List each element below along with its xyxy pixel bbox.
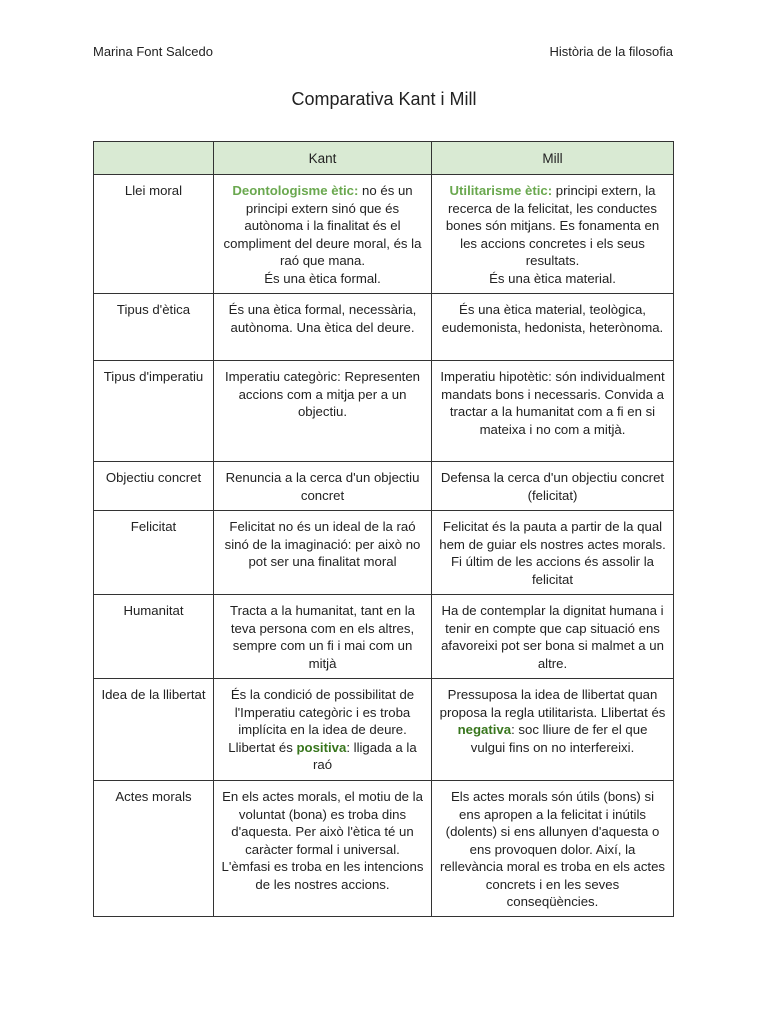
kant-emphasis: positiva bbox=[296, 739, 347, 755]
row-label: Idea de la llibertat bbox=[94, 679, 214, 781]
mill-term: Utilitarisme ètic: bbox=[449, 183, 553, 198]
mill-cell: Felicitat és la pauta a partir de la qual hem de guiar els nostres actes morals. Fi últim de les accions és assolir la felicitat bbox=[432, 511, 674, 595]
mill-text: principi extern, la recerca de la felicitat, les conductes bones són mitjans. Es fonamenta en les accions concretes i els seus resultats. bbox=[445, 183, 660, 268]
table-row bbox=[94, 462, 674, 511]
subject-name: Història de la filosofia bbox=[549, 44, 673, 59]
header-cell-empty bbox=[94, 142, 214, 175]
mill-text: Pressuposa la idea de llibertat quan proposa la regla utilitarista. Llibertat és bbox=[439, 687, 666, 720]
table-row bbox=[94, 679, 674, 781]
row-label: Objectiu concret bbox=[94, 462, 214, 511]
kant-cell: És una ètica formal, necessària, autònoma. Una ètica del deure. bbox=[214, 294, 432, 361]
page-title: Comparativa Kant i Mill bbox=[291, 89, 477, 109]
table-row bbox=[94, 781, 674, 917]
table-header-row bbox=[94, 142, 674, 175]
row-label: Tipus d'ètica bbox=[94, 294, 214, 361]
kant-cell: Imperatiu categòric: Representen accions com a mitja per a un objectiu. bbox=[214, 361, 432, 462]
mill-cell: Defensa la cerca d'un objectiu concret (felicitat) bbox=[432, 462, 674, 511]
mill-text-tail: : soc lliure de fer el que vulgui fins on no interfereixi. bbox=[470, 722, 648, 755]
table-row bbox=[94, 175, 674, 294]
author-name: Marina Font Salcedo bbox=[93, 44, 213, 59]
row-label: Llei moral bbox=[94, 175, 214, 294]
row-label: Felicitat bbox=[94, 511, 214, 595]
kant-text: És la condició de possibilitat de l'Imperatiu categòric i es troba implícita en la idea de deure. Llibertat és bbox=[228, 687, 415, 755]
header-cell-mill: Mill bbox=[432, 142, 674, 175]
kant-text-tail: : lligada a la raó bbox=[312, 739, 417, 772]
kant-cell: Renuncia a la cerca d'un objectiu concret bbox=[214, 462, 432, 511]
table-row bbox=[94, 511, 674, 595]
row-label: Actes morals bbox=[94, 781, 214, 917]
table-row bbox=[94, 361, 674, 462]
mill-cell bbox=[432, 175, 674, 294]
kant-cell bbox=[214, 175, 432, 294]
mill-cell: És una ètica material, teològica, eudemonista, hedonista, heterònoma. bbox=[432, 294, 674, 361]
table-row bbox=[94, 294, 674, 361]
header-cell-kant: Kant bbox=[214, 142, 432, 175]
kant-cell bbox=[214, 679, 432, 781]
row-label: Tipus d'imperatiu bbox=[94, 361, 214, 462]
mill-cell bbox=[432, 679, 674, 781]
mill-cell: Els actes morals són útils (bons) si ens apropen a la felicitat i inútils (dolents) si ens allunyen d'aquesta o ens provoquen dolor. Així, la rellevància moral es troba en els actes concrets i en les seves conseqüències. bbox=[432, 781, 674, 917]
kant-text-tail: És una ètica formal. bbox=[264, 270, 381, 286]
kant-cell: En els actes morals, el motiu de la voluntat (bona) es troba dins d'aquesta. Per això l'ètica té un caràcter formal i universal. L'èmfasi es troba en les intencions de les nostres accions. bbox=[214, 781, 432, 917]
mill-cell: Ha de contemplar la dignitat humana i tenir en compte que cap situació ens afavoreixi pot ser bona si malmet a un altre. bbox=[432, 595, 674, 679]
row-label: Humanitat bbox=[94, 595, 214, 679]
kant-text: no és un principi extern sinó que és autònoma i la finalitat és el compliment del deure moral, és la raó que mana. bbox=[223, 183, 422, 268]
mill-emphasis: negativa bbox=[457, 722, 512, 737]
table-row bbox=[94, 595, 674, 679]
kant-cell: Tracta a la humanitat, tant en la teva persona com en els altres, sempre com un fi i mai com un mitjà bbox=[214, 595, 432, 679]
mill-cell: Imperatiu hipotètic: són individualment mandats bons i necessaris. Convida a tractar a la humanitat com a fi en si mateixa i no com a mitjà. bbox=[432, 361, 674, 462]
kant-cell: Felicitat no és un ideal de la raó sinó de la imaginació: per això no pot ser una finalitat moral bbox=[214, 511, 432, 595]
kant-term: Deontologisme ètic: bbox=[232, 183, 359, 198]
comparison-table bbox=[93, 141, 674, 917]
mill-text-tail: És una ètica material. bbox=[489, 270, 616, 286]
